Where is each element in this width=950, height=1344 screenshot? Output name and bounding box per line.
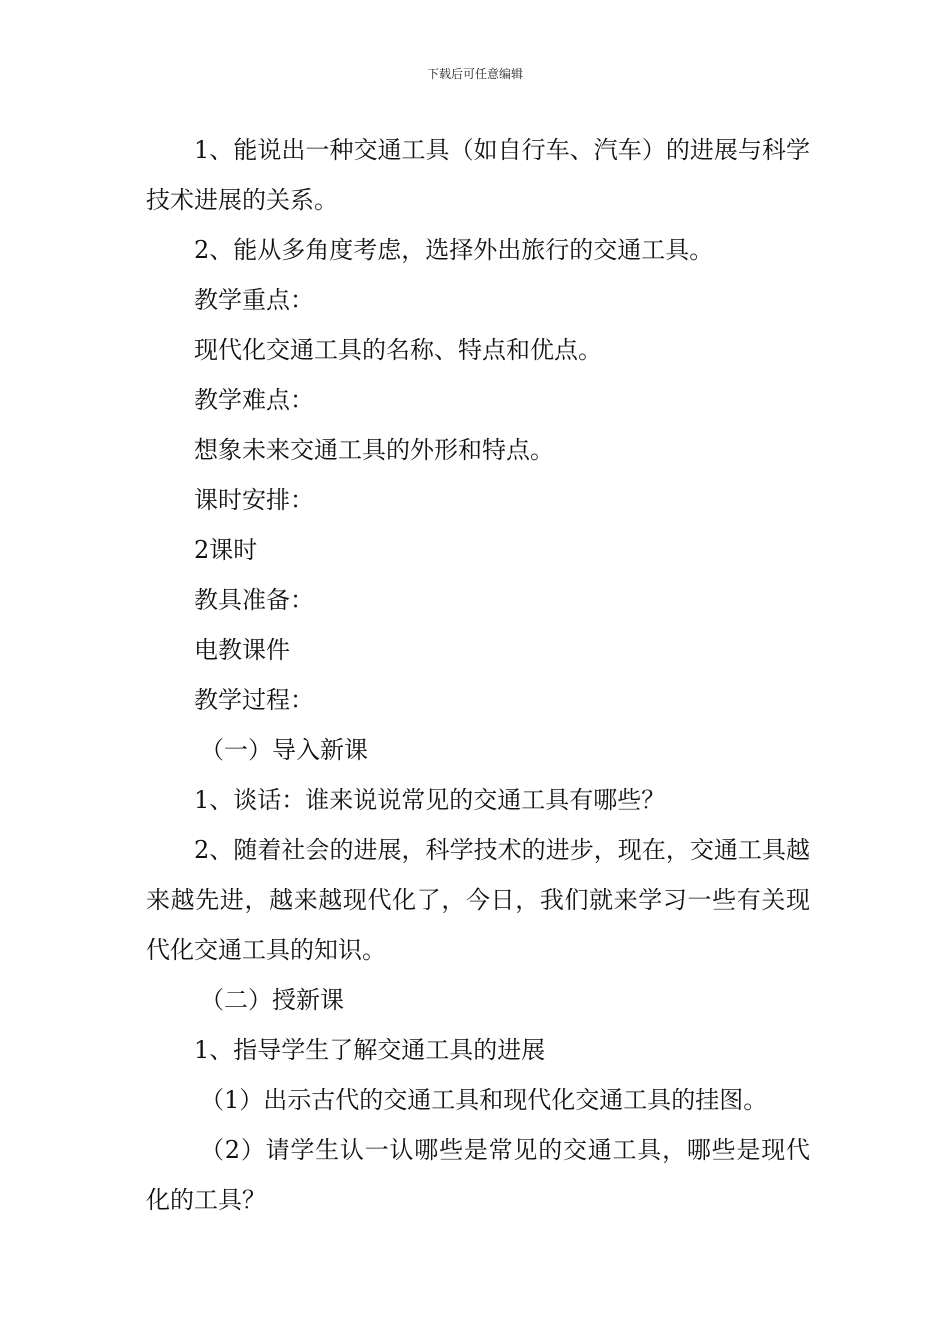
paragraph-difficulties: 想象未来交通工具的外形和特点。	[194, 436, 554, 464]
heading-process: 教学过程：	[194, 686, 314, 714]
paragraph-lesson-1-2: （2）请学生认一认哪些是常见的交通工具，哪些是现代化的工具？	[146, 1136, 810, 1214]
heading-materials: 教具准备：	[194, 586, 314, 614]
heading-difficulties: 教学难点：	[194, 386, 314, 414]
section-heading-new-lesson: （二）授新课	[200, 986, 344, 1014]
heading-key-points: 教学重点：	[194, 286, 314, 314]
paragraph-intro-1: 1、谈话：谁来说说常见的交通工具有哪些？	[194, 786, 666, 814]
paragraph-lesson-1: 1、指导学生了解交通工具的进展	[194, 1036, 546, 1064]
page-header: 下载后可任意编辑	[426, 67, 523, 81]
paragraph-lesson-1-1: （1）出示古代的交通工具和现代化交通工具的挂图。	[200, 1086, 768, 1114]
paragraph-schedule: 2课时	[194, 536, 258, 564]
heading-schedule: 课时安排：	[194, 486, 314, 514]
paragraph-materials: 电教课件	[194, 636, 290, 664]
document-body	[146, 125, 810, 1225]
paragraph-objective-1: 1、能说出一种交通工具（如自行车、汽车）的进展与科学技术进展的关系。	[146, 136, 810, 214]
paragraph-objective-2: 2、能从多角度考虑，选择外出旅行的交通工具。	[194, 236, 714, 264]
paragraph-intro-2: 2、随着社会的进展，科学技术的进步，现在，交通工具越来越先进，越来越现代化了，今日，我们就来学习一些有关现代化交通工具的知识。	[146, 836, 810, 964]
paragraph-key-points: 现代化交通工具的名称、特点和优点。	[194, 336, 602, 364]
section-heading-intro: （一）导入新课	[200, 736, 368, 764]
